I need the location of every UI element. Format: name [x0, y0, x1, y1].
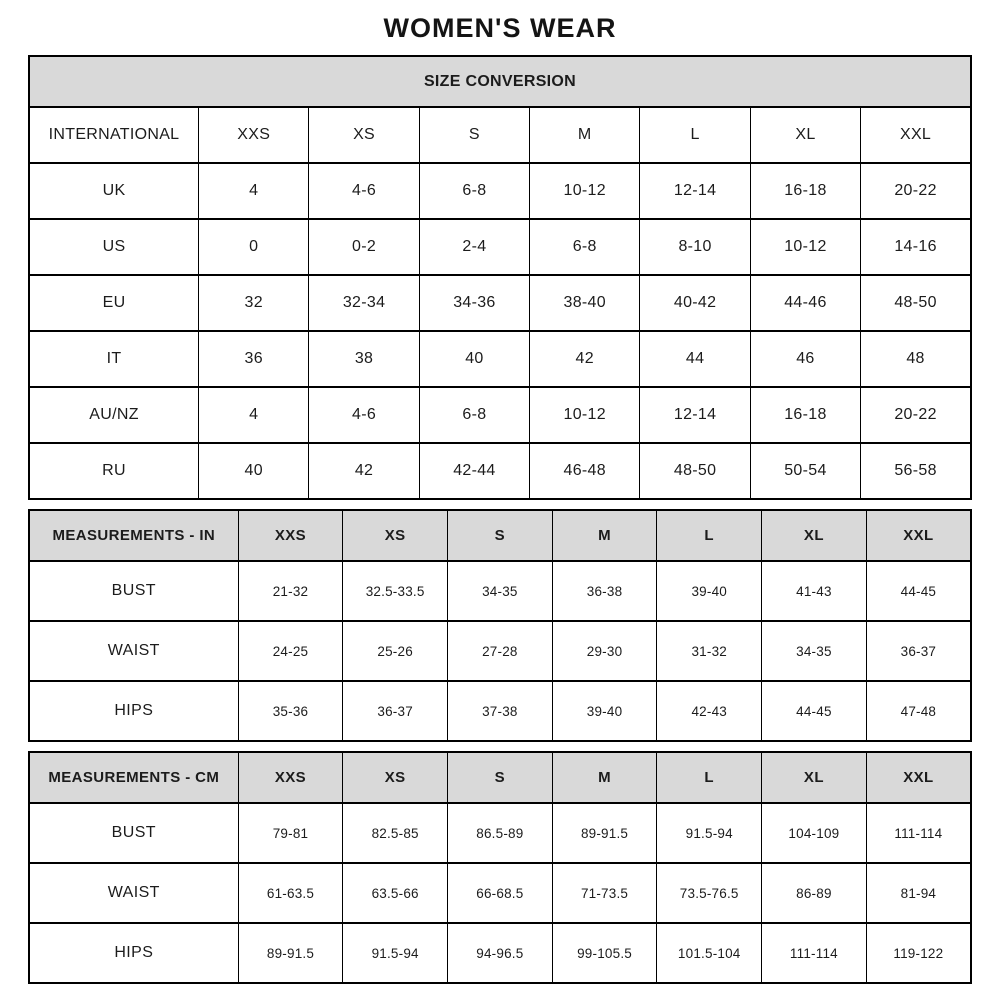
- measurements-in-table: [28, 509, 972, 742]
- size-column-header: S: [448, 510, 553, 561]
- table-cell: 48-50: [861, 275, 971, 331]
- row-label-aunz: AU/NZ: [29, 387, 199, 443]
- table-cell: 81-94: [866, 863, 971, 923]
- table-cell: 86.5-89: [448, 803, 553, 863]
- table-cell: 10-12: [750, 219, 860, 275]
- table-cell: 4-6: [309, 387, 419, 443]
- table-cell: 104-109: [762, 803, 867, 863]
- table-cell: 44-45: [866, 561, 971, 621]
- table-cell: 10-12: [530, 387, 640, 443]
- size-column-header: S: [419, 107, 529, 163]
- size-column-header: XS: [343, 510, 448, 561]
- measurements-cm-title: MEASUREMENTS - CM: [29, 752, 238, 803]
- table-cell: 16-18: [750, 387, 860, 443]
- table-spacer: [28, 500, 972, 509]
- row-label-us: US: [29, 219, 199, 275]
- table-cell: 61-63.5: [238, 863, 343, 923]
- table-cell: 12-14: [640, 163, 750, 219]
- table-cell: 21-32: [238, 561, 343, 621]
- table-cell: 46: [750, 331, 860, 387]
- table-cell: 20-22: [861, 163, 971, 219]
- table-cell: 39-40: [657, 561, 762, 621]
- table-cell: 111-114: [762, 923, 867, 983]
- size-conversion-title: SIZE CONVERSION: [29, 56, 971, 107]
- table-row: [29, 443, 971, 499]
- table-cell: 46-48: [530, 443, 640, 499]
- table-cell: 4-6: [309, 163, 419, 219]
- table-cell: 4: [199, 387, 309, 443]
- table-cell: 50-54: [750, 443, 860, 499]
- table-cell: 34-36: [419, 275, 529, 331]
- table-cell: 27-28: [448, 621, 553, 681]
- table-cell: 47-48: [866, 681, 971, 741]
- table-cell: 24-25: [238, 621, 343, 681]
- size-column-header: XL: [750, 107, 860, 163]
- table-cell: 37-38: [448, 681, 553, 741]
- table-spacer: [28, 742, 972, 751]
- table-row: [29, 219, 971, 275]
- size-column-header: L: [640, 107, 750, 163]
- table-row: [29, 752, 971, 803]
- table-cell: 4: [199, 163, 309, 219]
- table-row: [29, 681, 971, 741]
- table-cell: 91.5-94: [343, 923, 448, 983]
- table-cell: 38-40: [530, 275, 640, 331]
- table-cell: 101.5-104: [657, 923, 762, 983]
- table-cell: 25-26: [343, 621, 448, 681]
- table-cell: 56-58: [861, 443, 971, 499]
- table-cell: 0: [199, 219, 309, 275]
- table-cell: 32: [199, 275, 309, 331]
- size-column-header: M: [552, 510, 657, 561]
- table-cell: 89-91.5: [238, 923, 343, 983]
- table-cell: 36-38: [552, 561, 657, 621]
- table-row: [29, 56, 971, 107]
- table-cell: 14-16: [861, 219, 971, 275]
- table-cell: 111-114: [866, 803, 971, 863]
- table-row: [29, 510, 971, 561]
- row-label-eu: EU: [29, 275, 199, 331]
- table-cell: 38: [309, 331, 419, 387]
- size-column-header: XXS: [199, 107, 309, 163]
- table-cell: 36-37: [866, 621, 971, 681]
- table-cell: 8-10: [640, 219, 750, 275]
- size-column-header: M: [530, 107, 640, 163]
- measurements-cm-table: [28, 751, 972, 984]
- table-cell: 36-37: [343, 681, 448, 741]
- size-column-header: XL: [762, 752, 867, 803]
- size-column-header: XXL: [861, 107, 971, 163]
- table-cell: 42: [309, 443, 419, 499]
- table-cell: 44-45: [762, 681, 867, 741]
- table-row: [29, 923, 971, 983]
- row-label-uk: UK: [29, 163, 199, 219]
- size-column-header: XXS: [238, 510, 343, 561]
- table-cell: 32.5-33.5: [343, 561, 448, 621]
- table-cell: 34-35: [448, 561, 553, 621]
- table-row: [29, 803, 971, 863]
- table-cell: 16-18: [750, 163, 860, 219]
- table-cell: 42: [530, 331, 640, 387]
- row-label-hips: HIPS: [29, 923, 238, 983]
- table-cell: 99-105.5: [552, 923, 657, 983]
- table-cell: 32-34: [309, 275, 419, 331]
- table-cell: 44-46: [750, 275, 860, 331]
- table-row: [29, 107, 971, 163]
- table-cell: 79-81: [238, 803, 343, 863]
- row-label-waist: WAIST: [29, 863, 238, 923]
- size-column-header: XXL: [866, 752, 971, 803]
- table-cell: 34-35: [762, 621, 867, 681]
- row-label-bust: BUST: [29, 803, 238, 863]
- table-cell: 20-22: [861, 387, 971, 443]
- table-cell: 48-50: [640, 443, 750, 499]
- size-conversion-table: [28, 55, 972, 500]
- table-row: [29, 163, 971, 219]
- size-column-header: XXS: [238, 752, 343, 803]
- size-column-header: S: [448, 752, 553, 803]
- row-label-ru: RU: [29, 443, 199, 499]
- table-cell: 94-96.5: [448, 923, 553, 983]
- table-cell: 31-32: [657, 621, 762, 681]
- table-cell: 36: [199, 331, 309, 387]
- table-cell: 10-12: [530, 163, 640, 219]
- table-cell: 66-68.5: [448, 863, 553, 923]
- size-column-header: XS: [343, 752, 448, 803]
- table-cell: 44: [640, 331, 750, 387]
- table-cell: 42-43: [657, 681, 762, 741]
- table-cell: 73.5-76.5: [657, 863, 762, 923]
- table-cell: 63.5-66: [343, 863, 448, 923]
- table-row: [29, 387, 971, 443]
- row-label-it: IT: [29, 331, 199, 387]
- row-label-hips: HIPS: [29, 681, 238, 741]
- table-cell: 12-14: [640, 387, 750, 443]
- size-column-header: L: [657, 752, 762, 803]
- table-cell: 89-91.5: [552, 803, 657, 863]
- table-cell: 82.5-85: [343, 803, 448, 863]
- table-cell: 35-36: [238, 681, 343, 741]
- table-cell: 48: [861, 331, 971, 387]
- table-row: [29, 331, 971, 387]
- row-label-waist: WAIST: [29, 621, 238, 681]
- table-row: [29, 863, 971, 923]
- size-column-header: M: [552, 752, 657, 803]
- table-cell: 6-8: [419, 163, 529, 219]
- table-cell: 41-43: [762, 561, 867, 621]
- table-cell: 40: [419, 331, 529, 387]
- measurements-in-title: MEASUREMENTS - IN: [29, 510, 238, 561]
- table-cell: 0-2: [309, 219, 419, 275]
- size-column-header: XS: [309, 107, 419, 163]
- row-label-international: INTERNATIONAL: [29, 107, 199, 163]
- row-label-bust: BUST: [29, 561, 238, 621]
- table-cell: 42-44: [419, 443, 529, 499]
- size-column-header: XL: [762, 510, 867, 561]
- size-column-header: XXL: [866, 510, 971, 561]
- table-cell: 40-42: [640, 275, 750, 331]
- table-cell: 2-4: [419, 219, 529, 275]
- size-column-header: L: [657, 510, 762, 561]
- table-cell: 6-8: [419, 387, 529, 443]
- page-title: WOMEN'S WEAR: [383, 13, 617, 43]
- table-cell: 71-73.5: [552, 863, 657, 923]
- table-cell: 29-30: [552, 621, 657, 681]
- table-cell: 40: [199, 443, 309, 499]
- table-cell: 91.5-94: [657, 803, 762, 863]
- table-cell: 39-40: [552, 681, 657, 741]
- table-cell: 6-8: [530, 219, 640, 275]
- table-cell: 86-89: [762, 863, 867, 923]
- table-row: [29, 621, 971, 681]
- table-row: [29, 561, 971, 621]
- table-cell: 119-122: [866, 923, 971, 983]
- table-row: [29, 275, 971, 331]
